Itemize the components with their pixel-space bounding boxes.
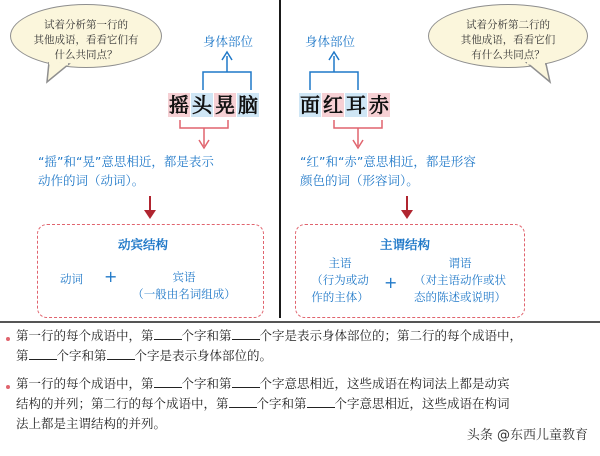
left-box-object xyxy=(124,269,244,303)
blank-field[interactable] xyxy=(232,327,260,340)
blank-field[interactable] xyxy=(229,395,257,408)
blank-field[interactable] xyxy=(107,347,135,360)
bullet-2 xyxy=(6,385,10,389)
q2-text-3: 个字意思相近，这些成语在构词法上都是动宾 xyxy=(259,376,510,391)
left-note-line1: “摇”和“晃”意思相近，都是表示 xyxy=(38,154,214,169)
right-bubble-tail xyxy=(524,62,554,84)
right-box-subject-desc1: （行为或动 xyxy=(311,273,369,287)
q1-text-5: 个字和第 xyxy=(56,348,107,363)
right-box-predicate xyxy=(400,255,520,306)
right-box-predicate-desc2: 态的陈述或说明） xyxy=(414,290,506,304)
right-note-line2: 颜色的词（形容词）。 xyxy=(300,173,419,188)
right-bubble-text: 试着分析第二行的 其他成语，看看它们 有什么共同点？ xyxy=(460,19,556,61)
right-box-subject-label: 主语 xyxy=(328,256,352,270)
right-structure-box xyxy=(295,224,525,318)
q2-text-4: 结构的并列；第二行的每个成语中，第 xyxy=(16,396,229,411)
q2-text-6: 个字意思相近，这些成语在构词 xyxy=(334,396,510,411)
idiom-char-2: 头 xyxy=(192,93,212,117)
right-speech-bubble xyxy=(428,4,588,68)
q1-text-2: 个字和第 xyxy=(181,328,232,343)
q2-text-7: 法上都是主谓结构的并列。 xyxy=(16,416,167,431)
left-plus-sign: + xyxy=(104,267,118,286)
left-down-arrow xyxy=(142,196,158,222)
right-plus-sign: + xyxy=(384,273,398,292)
left-bubble-text: 试着分析第一行的 其他成语，看看它们有 什么共同点？ xyxy=(33,19,139,61)
left-note xyxy=(38,152,214,190)
idiom-char-2: 红 xyxy=(323,93,343,117)
q1-text-6: 个字是表示身体部位的。 xyxy=(134,348,273,363)
blank-field[interactable] xyxy=(232,375,260,388)
watermark-text: 头条 @东西儿童教育 xyxy=(466,428,588,443)
q2-text-5: 个字和第 xyxy=(256,396,307,411)
blank-field[interactable] xyxy=(29,347,57,360)
left-note-line2: 动作的词（动词）。 xyxy=(38,173,145,188)
q1-text-1: 第一行的每个成语中，第 xyxy=(16,328,154,343)
right-down-arrow xyxy=(399,196,415,222)
idiom-char-4: 赤 xyxy=(369,93,389,117)
bullet-1 xyxy=(6,337,10,341)
q2-text-2: 个字和第 xyxy=(181,376,232,391)
right-box-subject xyxy=(298,255,382,306)
left-bubble-tail xyxy=(45,62,75,84)
idiom-char-3: 晃 xyxy=(215,93,235,117)
idiom-char-1: 摇 xyxy=(169,93,189,117)
left-structure-box xyxy=(37,224,264,318)
idiom-char-1: 面 xyxy=(300,93,320,117)
q1-text-4: 第 xyxy=(16,348,29,363)
idiom-char-4: 脑 xyxy=(238,93,258,117)
left-box-verb: 动词 xyxy=(60,272,83,286)
blank-field[interactable] xyxy=(154,375,182,388)
left-top-label: 身体部位 xyxy=(203,34,254,49)
right-box-subject-desc2: 作的主体） xyxy=(311,290,369,304)
right-note-line1: “红”和“赤”意思相近，都是形容 xyxy=(300,154,476,169)
right-idiom xyxy=(299,93,391,117)
right-top-label: 身体部位 xyxy=(305,34,356,49)
right-box-title: 主谓结构 xyxy=(380,237,431,252)
blank-field[interactable] xyxy=(154,327,182,340)
left-box-object-label: 宾语 xyxy=(172,270,196,284)
right-box-predicate-label: 谓语 xyxy=(448,256,472,270)
right-box-predicate-desc1: （对主语动作或状 xyxy=(414,273,506,287)
left-box-title: 动宾结构 xyxy=(118,237,169,252)
idiom-char-3: 耳 xyxy=(346,93,366,117)
q2-text-1: 第一行的每个成语中，第 xyxy=(16,376,154,391)
right-note xyxy=(300,152,476,190)
section-divider xyxy=(0,321,600,323)
left-idiom xyxy=(168,93,260,117)
q1-text-3: 个字是表示身体部位的；第二行的每个成语中， xyxy=(259,328,523,343)
question-1 xyxy=(16,326,576,366)
left-speech-bubble xyxy=(10,4,162,68)
left-box-object-desc: （一般由名词组成） xyxy=(132,287,236,301)
blank-field[interactable] xyxy=(307,395,335,408)
